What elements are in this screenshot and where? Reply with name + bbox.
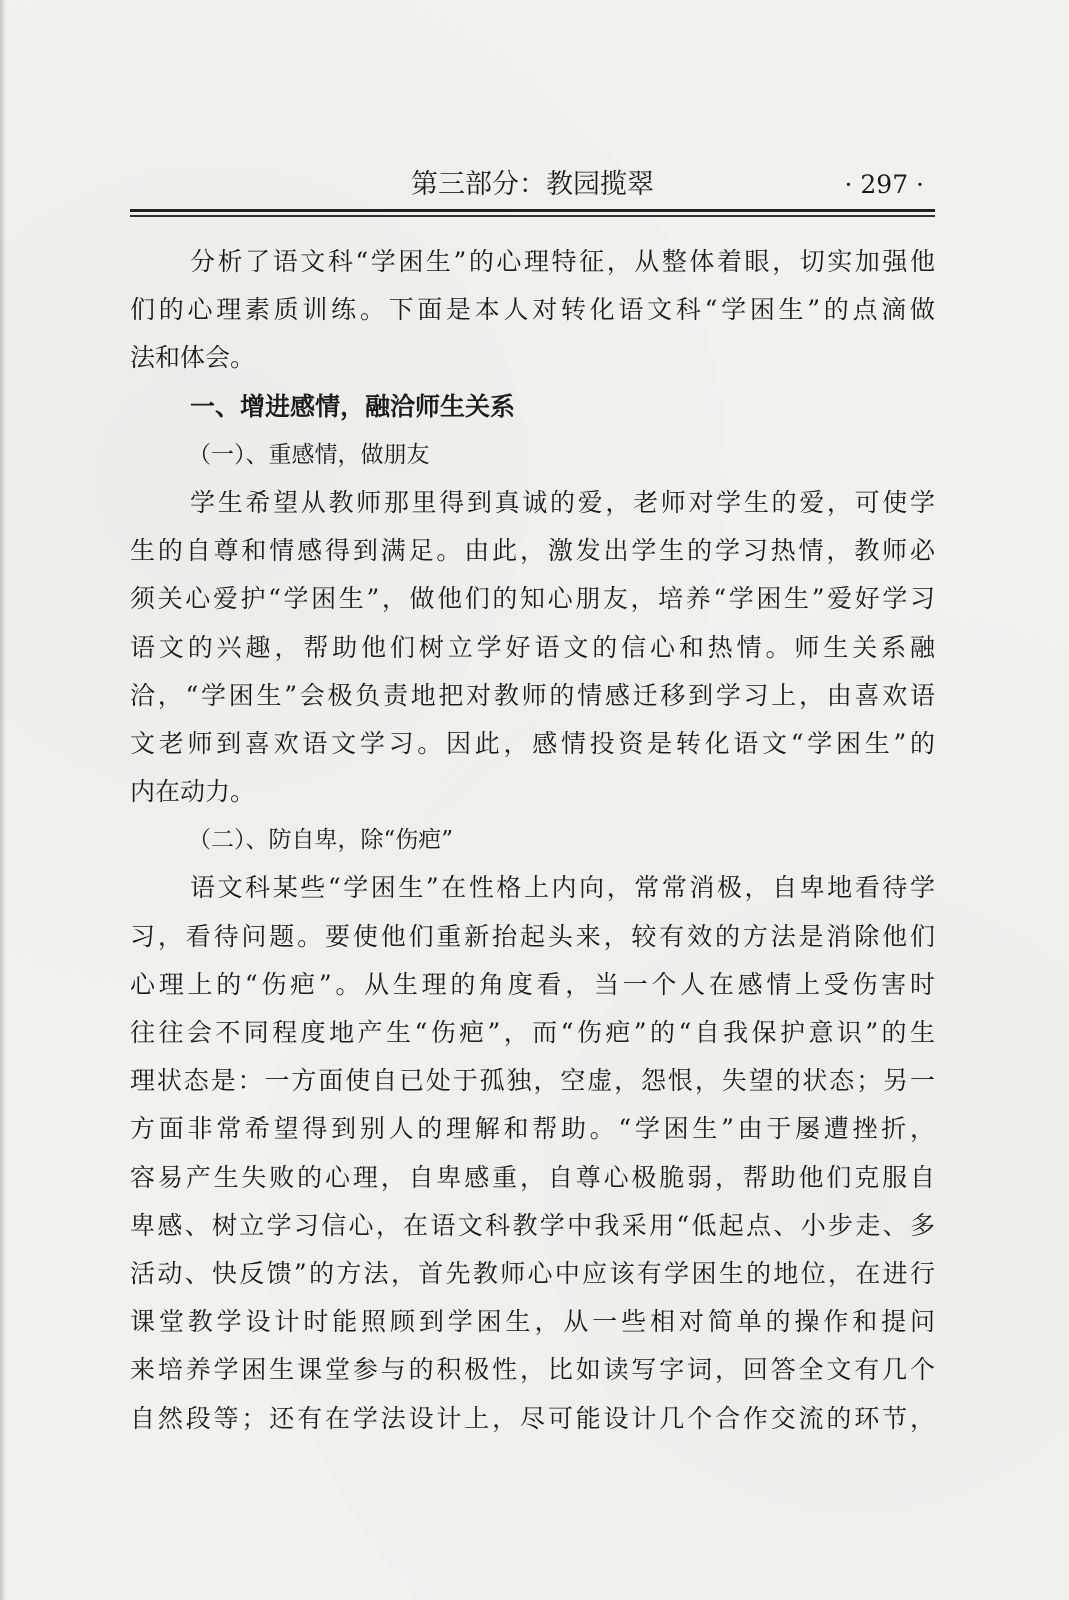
text-line: 习，看待问题。要使他们重新抬起头来，较有效的方法是消除他们: [130, 921, 935, 951]
text-line: 语文科某些“学困生”在性格上内向，常常消极，自卑地看待学: [190, 873, 935, 903]
intro-paragraph: [130, 238, 935, 383]
text-line: 洽，“学困生”会极负责地把对教师的情感迁移到学习上，由喜欢语: [130, 680, 935, 710]
text-line: 方面非常希望得到别人的理解和帮助。“学困生”由于屡遭挫折，: [130, 1114, 935, 1144]
text-line: 学生希望从教师那里得到真诚的爱，老师对学生的爱，可使学: [190, 487, 935, 517]
text-line: 文老师到喜欢语文学习。因此，感情投资是转化语文“学困生”的: [130, 728, 935, 758]
text-line: 来培养学困生课堂参与的积极性，比如读写字词，回答全文有几个: [130, 1355, 935, 1385]
page-number: · 297 ·: [844, 170, 924, 199]
body-text: [130, 238, 935, 1443]
text-line: 心理上的“伤疤”。从生理的角度看，当一个人在感情上受伤害时: [130, 969, 935, 999]
subsection-heading: （二）、防自卑，除“伤疤”: [188, 827, 454, 854]
header-rule-thick: [130, 209, 935, 212]
text-line: 卑感、树立学习信心，在语文科教学中我采用“低起点、小步走、多: [130, 1210, 935, 1240]
text-line: 自然段等；还有在学法设计上，尽可能设计几个合作交流的环节，: [130, 1403, 935, 1433]
text-line: 理状态是：一方面使自已处于孤独，空虚，怨恨，失望的状态；另一: [130, 1066, 935, 1096]
text-line: 法和体会。: [130, 343, 256, 373]
text-line: 容易产生失败的心理，自卑感重，自尊心极脆弱，帮助他们克服自: [130, 1162, 935, 1192]
text-line: 内在动力。: [130, 777, 256, 807]
text-line: 须关心爱护“学困生”，做他们的知心朋友，培养“学困生”爱好学习: [130, 584, 935, 614]
paragraph: [130, 864, 935, 1442]
section-heading: 一、增进感情，融洽师生关系: [190, 391, 516, 421]
text-line: 课堂教学设计时能照顾到学困生，从一些相对简单的操作和提问: [130, 1307, 935, 1337]
text-line: 活动、快反馈”的方法，首先教师心中应该有学困生的地位，在进行: [130, 1258, 935, 1288]
text-line: 们的心理素质训练。下面是本人对转化语文科“学困生”的点滴做: [130, 295, 935, 325]
paragraph: [130, 479, 935, 816]
header-rule-thin: [130, 215, 935, 217]
text-line: 往往会不同程度地产生“伤疤”，而“伤疤”的“自我保护意识”的生: [130, 1018, 935, 1047]
text-line: 分析了语文科“学困生”的心理特征，从整体着眼，切实加强他: [190, 247, 935, 276]
running-header-title: 第三部分：教园揽翠: [411, 169, 654, 200]
scan-edge-shadow: [0, 0, 6, 1600]
text-line: 生的自尊和情感得到满足。由此，激发出学生的学习热情，教师必: [130, 536, 935, 566]
text-line: 语文的兴趣，帮助他们树立学好语文的信心和热情。师生关系融: [130, 632, 935, 662]
subsection-heading: （一）、重感情，做朋友: [188, 441, 430, 468]
